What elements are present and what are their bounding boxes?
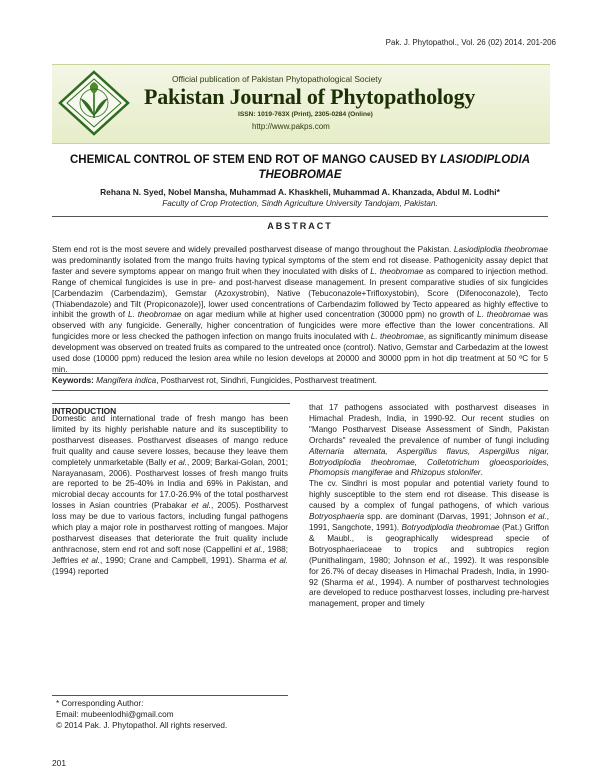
- page-number: 201: [52, 758, 66, 768]
- introduction-heading: INTRODUCTION: [52, 403, 290, 416]
- keywords-label: Keywords: [52, 376, 92, 385]
- divider: [52, 390, 548, 391]
- running-head: Pak. J. Phytopathol., Vol. 26 (02) 2014. 201-206: [385, 38, 556, 47]
- intro-paragraph: Domestic and international trade of fresh mango has been limited by its highly perishable nature and its susceptibility to postharvest diseases. Postharvest diseases of mango reduce fruit quality and cause severe losses, because they leave them completely unmarketable (Bally et al., 2009; Barkai-Golan, 2001; Narayanasam, 2006). Postharvest losses of fresh mango fruits are reported to be 25-40% in India and 69% in Pakistan, and microbial decay accounts for 17.0-26.9% of the total postharvest losses in Asian countries (Prabakar et al., 2005). Postharvest loss may be due to various factors, including fungal pathogens which play a major role in postharvest rotting of mangoes. Major postharvest diseases that deteriorate the fruit quality include anthracnose, stem end rot and soft nose (Cappellini et al., 1988; Jeffries et al., 1990; Crane and Campbell, 1991). Sharma et al. (1994) reported: [52, 414, 288, 576]
- species-name: L. theobromae: [477, 310, 531, 320]
- divider: [52, 216, 548, 217]
- species-name: Lasiodiplodia theobromae: [453, 245, 548, 254]
- keywords-line: Keywords: Mangifera indica, Postharvest rot, Sindhri, Fungicides, Postharvest treatment.: [52, 376, 377, 385]
- journal-title: Pakistan Journal of Phytopathology: [144, 84, 476, 109]
- corresponding-author: * Corresponding Author:: [56, 699, 144, 708]
- abstract-sentence: on agar medium while at higher used concentration (30000 ppm) no growth of: [181, 310, 477, 320]
- footnote: [52, 695, 288, 731]
- abstract-text: [52, 245, 548, 376]
- publication-line: Official publication of Pakistan Phytopathological Society: [172, 74, 382, 84]
- keyword-species: Mangifera indica: [96, 376, 157, 385]
- journal-url[interactable]: http://www.pakps.com: [252, 122, 330, 131]
- copyright-line: © 2014 Pak. J. Phytopathol. All rights reserved.: [56, 721, 228, 730]
- keywords-rest: , Postharvest rot, Sindhri, Fungicides, Postharvest treatment.: [156, 376, 377, 385]
- abstract-sentence: Stem end rot is the most severe and widely prevailed postharvest disease of mango throughout the Pakistan.: [52, 245, 452, 254]
- author-email[interactable]: Email: mubeenlodhi@gmail.com: [56, 710, 174, 719]
- abstract-sentence: was observed with any fungicide. Generally, higher concentration of fungicides were more effective than the lower concentrations. All fungicides more or less checked the pathogen infection on mango fruits inoculated with: [52, 310, 548, 342]
- affiliation: Faculty of Crop Protection, Sindh Agriculture University Tandojam, Pakistan.: [162, 199, 438, 208]
- abstract-sentence: as compared to injection method. Range of chemical fungicides is use in pre- and post-harvest disease management. In present comparative studies of six fungicides [Carbendazim (Carbendazim), Gemstar (Azoxystrobin), Native (Tebuconazole+Trifloxystobin), Score (Difenoconazole), Tecto (Thiabendazole) and Tilt (Propiconazole)], lower used concentrations of Carbendazim followed by Tecto appeared as highly effective to inhibit the growth of: [52, 266, 548, 320]
- right-column: [309, 403, 549, 610]
- species-name: L. theobromae: [127, 310, 182, 320]
- author-list: Rehana N. Syed, Nobel Mansha, Muhammad A. Khaskheli, Muhammad A. Khanzada, Abdul M. Lodhi*: [100, 187, 500, 197]
- issn-line: ISSN: 1019-763X (Print), 2305-0284 (Online): [238, 111, 373, 118]
- intro-paragraph: The cv. Sindhri is most popular and potential variety found to highly susceptible to the stem end rot disease. This disease is caused by a complex of fungal pathogens, of which various Botryosphaeria spp. are dominant (Darvas, 1991; Johnson et al., 1991, Sangchote, 1991). Botryodiplodia theobromae (Pat.) Griffon & Maubl., is geographically widespread specie of Botryosphaeriaceae to tropics and subtropics region (Punithalingam, 1980; Johnson et al., 1992). It was responsible for 26.7% of decay diseases in Himachal Pradesh, India, in 1990-92 (Sharma et al., 1994). A number of postharvest technologies are developed to reduce postharvest losses, including pre-harvest management, proper and timely: [309, 479, 549, 609]
- left-column: [52, 414, 288, 578]
- title-species-epithet: THEOBROMAE: [258, 168, 342, 181]
- species-name: L. theobromae: [370, 266, 424, 276]
- abstract-heading: ABSTRACT: [267, 221, 333, 231]
- title-text: CHEMICAL CONTROL OF STEM END ROT OF MANGO CAUSED BY: [69, 154, 437, 166]
- title-species-genus: LASIODIPLODIA: [439, 154, 531, 166]
- intro-paragraph: that 17 pathogens associated with postharvest diseases in Himachal Pradesh, India, in 1990-92. Our recent studies on "Mango Postharvest Disease Assessment of Sindh, Pakistan Orchards" revealed the prevalence of number of fungi including Alternaria alternata, Aspergillus flavus, Aspergillus nigar, Botryodiplodia theobromae, Colletotrichum gloeosporioides, Phomopsis mangiferae and Rhizopus stolonifer.: [309, 403, 549, 478]
- abstract-sentence: , as significantly minimum disease development was observed on treated fruits as compared to the untreated once (control). Nativo, Gemstar and Carbedazim at the lowest used dose (10000 ppm) reduced the lesion area while no lesion develops at 20000 and 30000 ppm in hot dip treatment at 50 ºC for 5 min.: [52, 332, 548, 374]
- society-logo: [58, 70, 130, 136]
- abstract-sentence: was predominantly isolated from the mango fruits having typical symptoms of the stem end rot disease. Pathogenicity assay depict that faster and severe symptoms appear on mango fruit when they inoculated with disks of: [52, 255, 548, 276]
- species-name: L. theobromae: [370, 332, 424, 342]
- divider: [52, 373, 548, 374]
- paper-title: [40, 153, 560, 182]
